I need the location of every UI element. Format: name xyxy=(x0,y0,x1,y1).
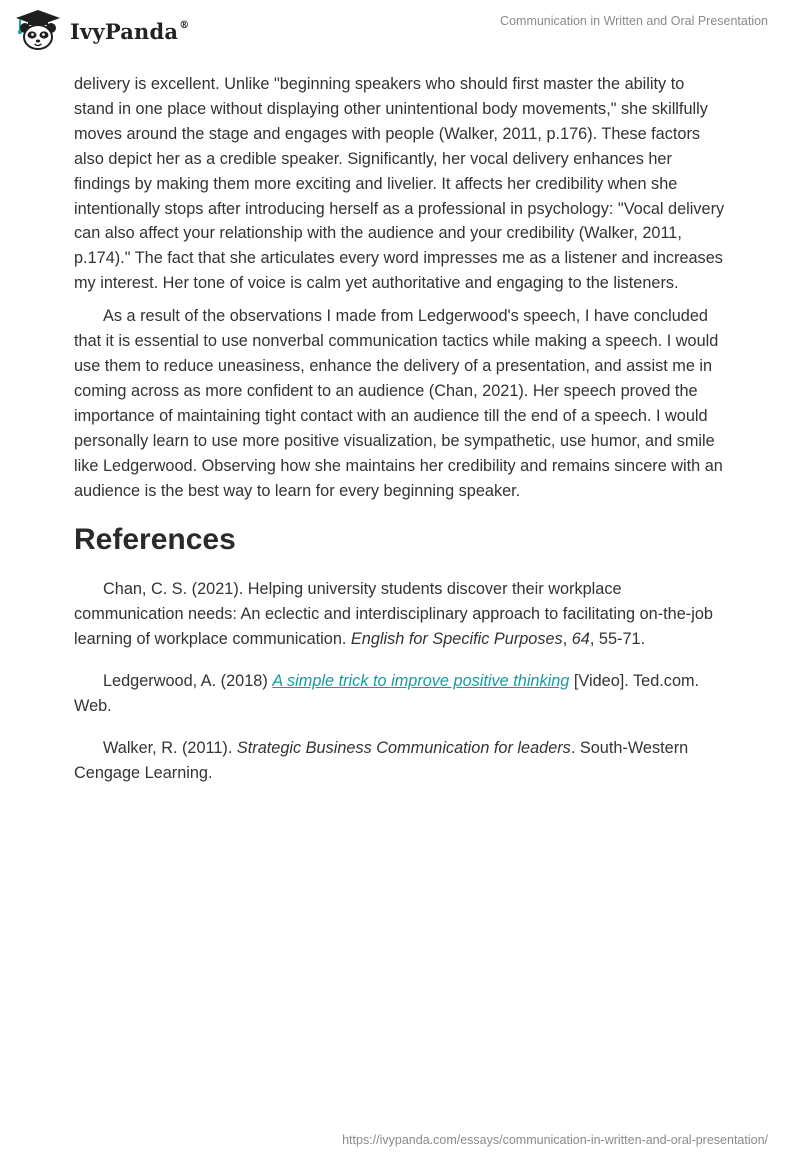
panda-graduate-icon xyxy=(14,9,62,51)
page-header xyxy=(0,0,800,60)
document-title: Communication in Written and Oral Presentation xyxy=(500,14,768,28)
references-heading: References xyxy=(74,523,236,557)
journal-volume: 64 xyxy=(571,630,590,649)
ivypanda-logo[interactable] xyxy=(14,8,189,52)
reference-walker: Walker, R. (2011). Strategic Business Communication for leaders. South-Western Cengage Learning. xyxy=(74,738,689,782)
registered-mark: ® xyxy=(179,19,190,31)
reference-chan: Chan, C. S. (2021). Helping university students discover their workplace communication needs: An eclectic and interdisciplinary approach to facilitating on-the-job learning of workplace communication. English for Specific Purposes, 64, 55-71. xyxy=(74,580,713,649)
ted-video-link[interactable]: A simple trick to improve positive thinking xyxy=(272,672,570,691)
journal-title: English for Specific Purposes xyxy=(350,630,563,649)
body-paragraph-1: delivery is excellent. Unlike "beginning speakers who should first master the ability to stand in one place without displaying other unintentional body movements," she skillfully moves around the stage and engages with people (Walker, 2011, p.176). These factors also depict her as a credible speaker. Significantly, her vocal delivery enhances her findings by making them more exciting and livelier. It affects her credibility when she intentionally stops after introducing herself as a professional in psychology: "Vocal delivery can also affect your relationship with the audience and your credibility (Walker, 2011, p.174)." The fact that she articulates every word impresses me as a listener and increases my interest. Her tone of voice is calm yet authoritative and engaging to the listeners. xyxy=(74,75,725,293)
essay-content xyxy=(74,72,726,803)
brand-name: IvyPanda® xyxy=(70,18,190,44)
body-paragraph-2: As a result of the observations I made from Ledgerwood's speech, I have concluded that it is essential to use nonverbal communication tactics while making a speech. I would use them to reduce uneasiness, enhance the delivery of a presentation, and assist me in coming across as more confident to an audience (Chan, 2021). Her speech proved the importance of maintaining tight contact with an audience till the end of a speech. I would personally learn to use more positive visualization, be sympathetic, use humor, and smile like Ledgerwood. Observing how she maintains her credibility and remains sincere with an audience is the best way to learn for every beginning speaker. xyxy=(74,307,723,500)
footer-url[interactable]: https://ivypanda.com/essays/communication-in-written-and-oral-presentation/ xyxy=(342,1133,768,1147)
reference-ledgerwood: Ledgerwood, A. (2018) A simple trick to improve positive thinking [Video]. Ted.com. Web. xyxy=(74,672,700,716)
book-title: Strategic Business Communication for leaders xyxy=(236,738,571,757)
